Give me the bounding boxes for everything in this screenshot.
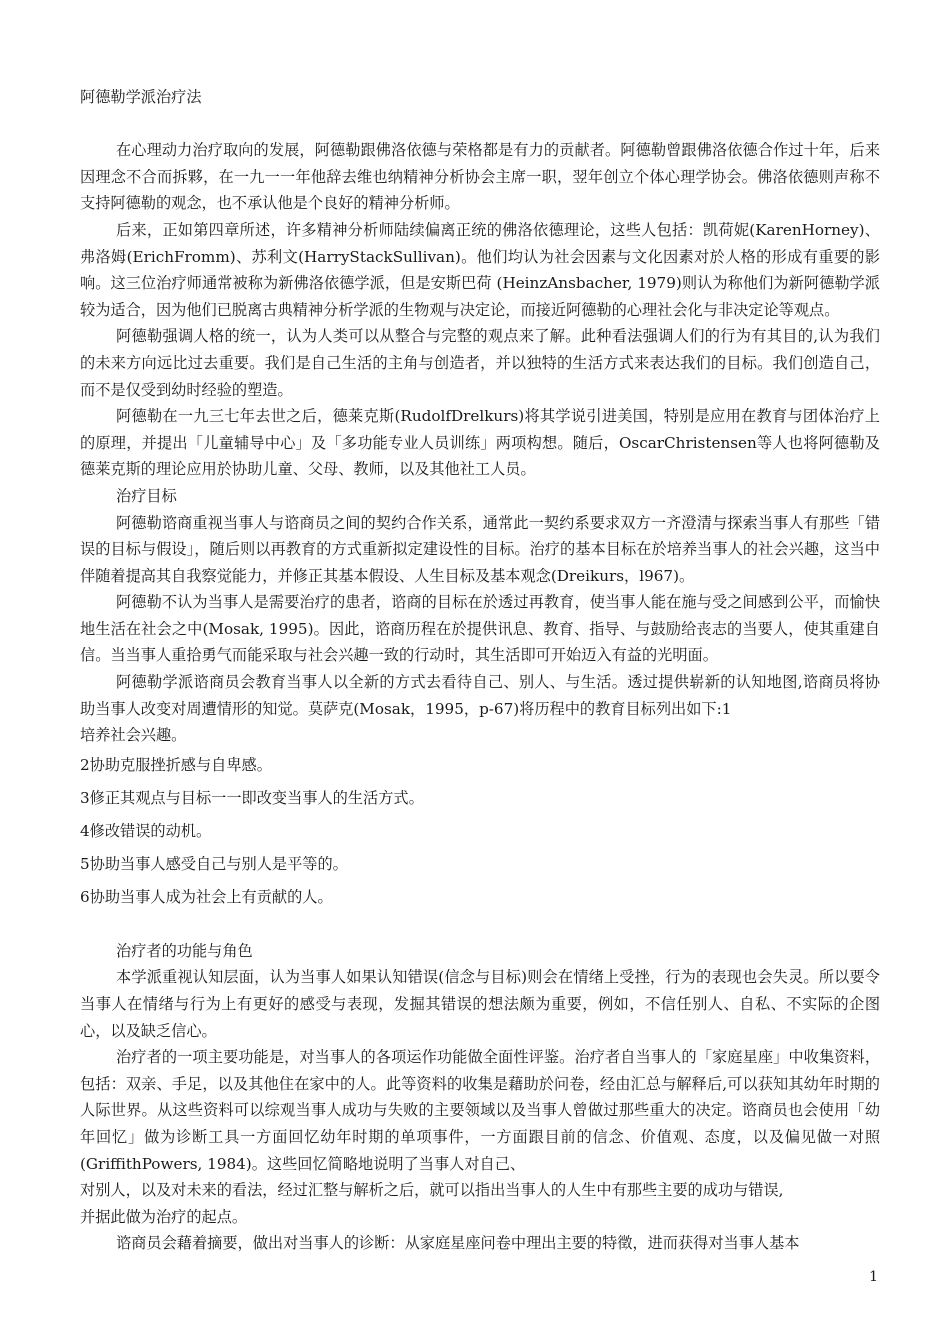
intro-paragraph-1: 在心理动力治疗取向的发展，阿德勒跟佛洛依德与荣格都是有力的贡献者。阿德勒曾跟佛洛依德合作过十年，后来因理念不合而拆夥，在一九一一年他辞去维也纳精神分析协会主席一职，翌年创立个体心理学协会。佛洛依德则声称不支持阿德勒的观念，也不承认他是个良好的精神分析师。 [80,141,880,213]
role-paragraph-2-line: 并据此做为治疗的起点。 [80,1207,248,1226]
goal-item: 2协助克服挫折感与自卑感。 [80,755,272,774]
document-title: 阿德勒学派治疗法 [80,88,202,106]
goals-paragraph-1: 阿德勒谘商重视当事人与谘商员之间的契约合作关系，通常此一契约系要求双方一齐澄清与探索当事人有那些「错误的目标与假设」，随后则以再教育的方式重新拟定建设性的目标。治疗的基本目标在於培养当事人的社会兴趣，这当中伴随着提高其自我察觉能力，并修正其基本假设、人生目标及基本观念(Dreikurs，l967)。 [80,513,880,585]
role-paragraph-2-line: 对别人，以及对未来的看法，经过汇整与解析之后，就可以指出当事人的人生中有那些主要的成功与错误, [80,1181,784,1200]
goal-item-1: 培养社会兴趣。 [80,726,187,745]
role-paragraph-3: 谘商员会藉着摘要，做出对当事人的诊断：从家庭星座问卷中理出主要的特徵，进而获得对当事人基本 [116,1234,800,1253]
goals-list [80,749,880,914]
intro-paragraph-4: 阿德勒在一九三七年去世之后，德莱克斯(RudolfDrelkurs)将其学说引进美国，特别是应用在教育与团体治疗上的原理，并提出「儿童辅导中心」及「多功能专业人员训练」两项构想。随后，OscarChristensen等人也将阿德勒及德莱克斯的理论应用於协助儿童、父母、教师，以及其他社工人员。 [80,407,880,479]
page-number: 1 [869,1269,878,1285]
intro-paragraph-2: 后来，正如第四章所述，许多精神分析师陆续偏离正统的佛洛依德理论，这些人包括：凯荷妮(KarenHorney)、弗洛姆(ErichFromm)、苏利文(HarryStackSullivan)。他们均认为社会因素与文化因素对於人格的形成有重要的影响。这三位治疗师通常被称为新佛洛依德学派，但是安斯巴荷 (HeinzAnsbacher, 1979)则认为称他们为新阿德勒学派较为适合，因为他们已脱离古典精神分析学派的生物观与决定论，而接近阿德勒的心理社会化与非决定论等观点。 [80,220,880,319]
goal-item: 5协助当事人感受自己与别人是平等的。 [80,854,348,873]
role-paragraph-2: 治疗者的一项主要功能是，对当事人的各项运作功能做全面性评鉴。治疗者自当事人的「家庭星座」中收集资料，包括：双亲、手足，以及其他住在家中的人。此等资料的收集是藉助於问卷，经由汇总与解释后,可以获知其幼年时期的人际世界。从这些资料可以综观当事人成功与失败的主要领域以及当事人曾做过那些重大的决定。谘商员也会使用「幼年回忆」做为诊断工具一方面回忆幼年时期的单项事件，一方面跟目前的信念、价值观、态度，以及偏见做一对照(GriffithPowers, 1984)。这些回忆简略地说明了当事人对自己、 [80,1048,880,1173]
document-body [80,84,880,1257]
goals-paragraph-2: 阿德勒不认为当事人是需要治疗的患者，谘商的目标在於透过再教育，使当事人能在施与受之间感到公平，而愉快地生活在社会之中(Mosak, 1995)。因此，谘商历程在於提供讯息、教育、指导、与鼓励给丧志的当要人，使其重建自信。当当事人重拾勇气而能采取与社会兴趣一致的行动时，其生活即可开始迈入有益的光明面。 [80,593,880,665]
blank-line [80,914,880,938]
goal-item: 4修改错误的动机。 [80,821,212,840]
role-paragraph-1: 本学派重视认知层面，认为当事人如果认知错误(信念与目标)则会在情绪上受挫，行为的表现也会失灵。所以要令当事人在情绪与行为上有更好的感受与表现，发掘其错误的想法颇为重要，例如，不信任别人、自私、不实际的企图心，以及缺乏信心。 [80,968,880,1040]
goal-item: 6协助当事人成为社会上有贡献的人。 [80,887,333,906]
section-heading-goals: 治疗目标 [116,486,177,505]
goal-item: 3修正其观点与目标一一即改变当事人的生活方式。 [80,788,424,807]
intro-paragraph-3: 阿德勒强调人格的统一，认为人类可以从整合与完整的观点来了解。此种看法强调人们的行为有其目的,认为我们的未来方向远比过去重要。我们是自己生活的主角与创造者，并以独特的生活方式来表达我们的目标。我们创造自己，而不是仅受到幼时经验的塑造。 [80,327,880,399]
goals-paragraph-3: 阿德勒学派谘商员会教育当事人以全新的方式去看待自己、别人、与生活。透过提供崭新的认知地图,谘商员将协助当事人改变对周遭情形的知觉。莫萨克(Mosak，1995，p-67)将历程中的教育目标列出如下:1 [80,673,880,718]
section-heading-role: 治疗者的功能与角色 [116,941,253,960]
